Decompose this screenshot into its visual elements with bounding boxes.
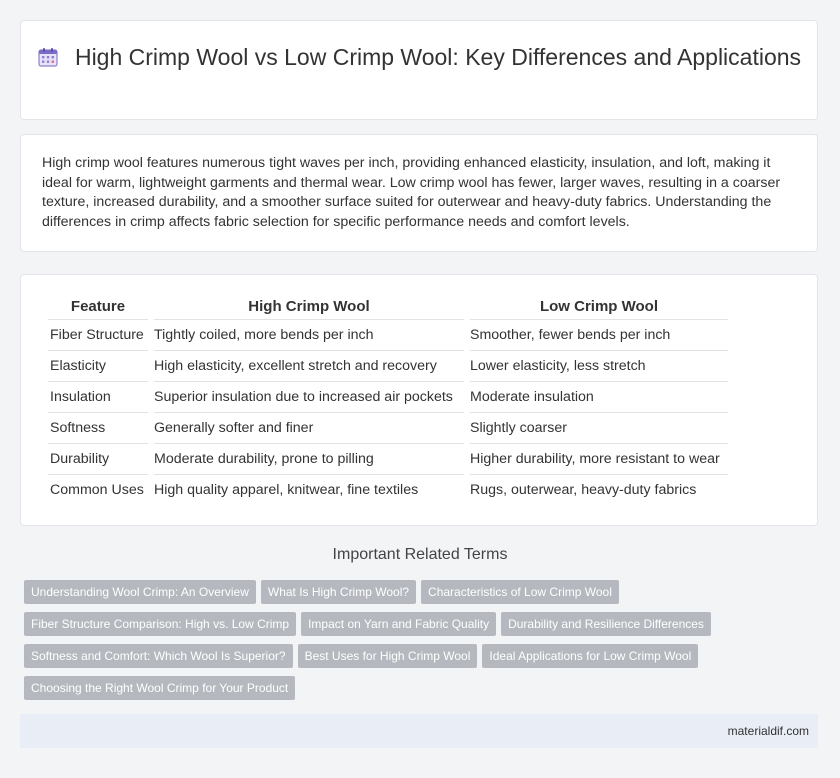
related-term-link[interactable]: Softness and Comfort: Which Wool Is Superior? — [24, 644, 293, 668]
table-cell: Lower elasticity, less stretch — [470, 350, 728, 381]
related-term-link[interactable]: Ideal Applications for Low Crimp Wool — [482, 644, 698, 668]
table-cell: Superior insulation due to increased air pockets — [154, 381, 464, 412]
related-term-link[interactable]: Choosing the Right Wool Crimp for Your Product — [24, 676, 295, 700]
table-row — [48, 319, 728, 350]
table-cell: Generally softer and finer — [154, 412, 464, 443]
intro-paragraph: High crimp wool features numerous tight waves per inch, providing enhanced elasticity, insulation, and loft, making it ideal for warm, lightweight garments and thermal wear. Low crimp wool has fewer, larger waves, resulting in a coarser texture, increased durability, and a smoother surface suited for outerwear and heavy-duty fabrics. Understanding the differences in crimp affects fabric selection for specific performance needs and comfort levels. — [42, 155, 781, 230]
table-cell: Smoother, fewer bends per inch — [470, 319, 728, 350]
table-cell: Elasticity — [48, 350, 148, 381]
table-cell: Moderate insulation — [470, 381, 728, 412]
header-high-crimp: High Crimp Wool — [248, 298, 370, 315]
related-term-link[interactable]: Understanding Wool Crimp: An Overview — [24, 580, 256, 604]
table-row — [48, 381, 728, 412]
related-terms-heading: Important Related Terms — [332, 546, 508, 563]
table-cell: Fiber Structure — [48, 319, 148, 350]
table-row — [48, 474, 728, 505]
related-term-link[interactable]: Durability and Resilience Differences — [501, 612, 711, 636]
footer — [20, 714, 818, 748]
related-term-link[interactable]: What Is High Crimp Wool? — [261, 580, 416, 604]
table-cell: High quality apparel, knitwear, fine textiles — [154, 474, 464, 505]
related-terms-list — [24, 580, 814, 708]
table-cell: Rugs, outerwear, heavy-duty fabrics — [470, 474, 728, 505]
table-row — [48, 412, 728, 443]
header-low-crimp: Low Crimp Wool — [539, 298, 659, 315]
table-cell: Higher durability, more resistant to wear — [470, 443, 728, 474]
title-card — [20, 20, 818, 120]
related-term-link[interactable]: Best Uses for High Crimp Wool — [298, 644, 478, 668]
intro-card — [20, 134, 818, 252]
page-title — [21, 43, 817, 72]
table-cell: Durability — [48, 443, 148, 474]
calendar-icon — [37, 46, 59, 68]
table-row — [48, 350, 728, 381]
comparison-card — [20, 274, 818, 526]
table-cell: Slightly coarser — [470, 412, 728, 443]
page-title-text: High Crimp Wool vs Low Crimp Wool: Key Differences and Applications — [74, 44, 802, 70]
table-cell: Common Uses — [48, 474, 148, 505]
table-cell: High elasticity, excellent stretch and recovery — [154, 350, 464, 381]
header-feature: Feature — [70, 298, 126, 315]
site-name: materialdif.com — [727, 724, 809, 738]
related-term-link[interactable]: Characteristics of Low Crimp Wool — [421, 580, 619, 604]
table-cell: Tightly coiled, more bends per inch — [154, 319, 464, 350]
comparison-table — [42, 294, 734, 505]
table-row — [48, 443, 728, 474]
table-cell: Moderate durability, prone to pilling — [154, 443, 464, 474]
table-header-row — [48, 294, 728, 319]
related-term-link[interactable]: Impact on Yarn and Fabric Quality — [301, 612, 496, 636]
table-cell: Insulation — [48, 381, 148, 412]
related-term-link[interactable]: Fiber Structure Comparison: High vs. Low Crimp — [24, 612, 296, 636]
table-cell: Softness — [48, 412, 148, 443]
